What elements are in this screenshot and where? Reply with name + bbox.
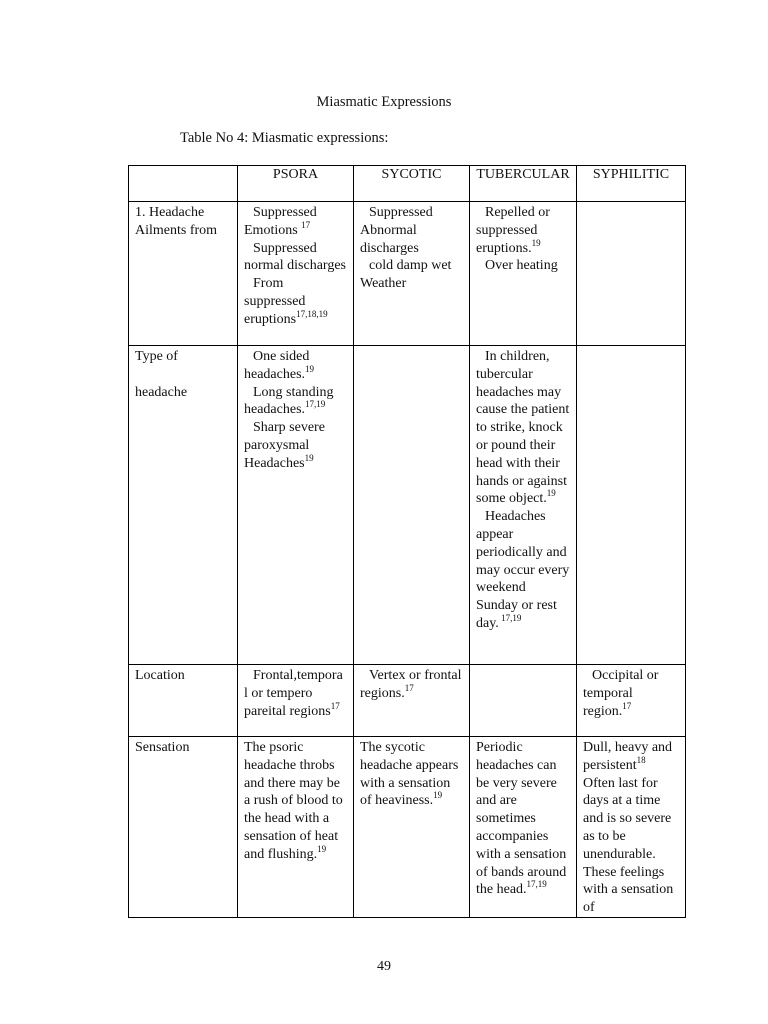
- table-cell: [470, 737, 577, 918]
- cell-text: Occipital or temporal region.: [583, 668, 659, 719]
- table-cell: [470, 665, 577, 737]
- table-cell: [354, 665, 470, 737]
- citation-superscript: 17: [301, 219, 311, 230]
- cell-paragraph: [244, 348, 347, 384]
- cell-paragraph: [244, 739, 347, 864]
- cell-paragraph: [476, 204, 570, 257]
- citation-superscript: 17,19: [305, 399, 326, 410]
- citation-superscript: 17,18,19: [296, 308, 328, 319]
- cell-text: Headaches appear periodically and may occur every weekend Sunday or rest day.: [476, 509, 570, 631]
- citation-superscript: 17,19: [526, 879, 547, 890]
- citation-superscript: 18: [636, 754, 646, 765]
- cell-paragraph: [360, 739, 463, 810]
- cell-text: Periodic headaches can be very severe and are sometimes accompanies with a sensation of bands around the head.: [476, 740, 567, 898]
- table-cell: [470, 346, 577, 665]
- header-cell-sycotic: SYCOTIC: [354, 166, 470, 202]
- row-label-line: 1. Headache: [135, 205, 205, 220]
- cell-paragraph: [244, 204, 347, 240]
- cell-text: cold damp wet Weather: [360, 258, 452, 292]
- cell-paragraph: [476, 739, 570, 899]
- table-cell: [470, 202, 577, 346]
- citation-superscript: 17,19: [498, 612, 522, 623]
- citation-superscript: 19: [304, 452, 314, 463]
- table-cell: [354, 737, 470, 918]
- header-cell: [129, 166, 238, 202]
- cell-text: The psoric headache throbs and there may be a rush of blood to the head with a sensation of heat and flushing.: [244, 740, 343, 862]
- cell-text: Suppressed normal discharges: [244, 240, 346, 274]
- table-row: [129, 665, 686, 737]
- row-label-line: Ailments from: [135, 222, 218, 238]
- citation-superscript: 19: [305, 363, 315, 374]
- cell-text: Repelled or suppressed eruptions.: [476, 205, 550, 256]
- cell-paragraph: [476, 348, 570, 508]
- row-label-line: headache: [135, 384, 188, 400]
- header-cell-psora: PSORA: [238, 166, 354, 202]
- row-label-cell: [129, 665, 238, 737]
- cell-paragraph: [476, 508, 570, 633]
- row-label-line: Type of: [135, 349, 178, 364]
- citation-superscript: 19: [317, 843, 327, 854]
- table-cell: [238, 737, 354, 918]
- cell-paragraph: [360, 257, 463, 293]
- citation-superscript: 19: [531, 237, 541, 248]
- cell-text: Dull, heavy and persistent: [583, 740, 673, 773]
- cell-text: Vertex or frontal regions.: [360, 668, 462, 701]
- cell-text: In children, tubercular headaches may cause the patient to strike, knock or pound their head with their hands or against some object.: [476, 349, 570, 507]
- citation-superscript: 19: [546, 488, 556, 499]
- row-label-cell: [129, 202, 238, 346]
- table-header-row: [129, 166, 686, 202]
- table-cell: [238, 346, 354, 665]
- row-label-line: [135, 366, 231, 384]
- table-cell: [238, 665, 354, 737]
- table-cell: [238, 202, 354, 346]
- cell-text: The sycotic headache appears with a sensation of heaviness.: [360, 740, 459, 809]
- citation-superscript: 19: [433, 790, 443, 801]
- miasmatic-table: [128, 165, 686, 918]
- citation-superscript: 17: [404, 682, 414, 693]
- table-cell: [577, 346, 686, 665]
- cell-paragraph: [244, 384, 347, 420]
- cell-text: Over heating: [485, 258, 558, 274]
- page-number: 49: [377, 959, 391, 974]
- cell-text: Long standing headaches.: [244, 384, 334, 418]
- cell-text: Frontal,tempora l or tempero pareital regions: [244, 668, 343, 719]
- cell-text: One sided headaches.: [244, 349, 310, 382]
- cell-paragraph: [244, 275, 347, 328]
- table-cell: [577, 202, 686, 346]
- cell-text: From suppressed eruptions: [244, 276, 306, 327]
- table-cell: [577, 737, 686, 918]
- table-cell: [577, 665, 686, 737]
- row-label-line: Sensation: [135, 740, 190, 755]
- header-cell-tubercular: TUBERCULAR: [470, 166, 577, 202]
- table-cell: [354, 202, 470, 346]
- cell-text-continued: Often last for days at a time and is so severe as to be unendurable. These feelings with a sensation of: [583, 775, 674, 916]
- citation-superscript: 17: [330, 700, 340, 711]
- cell-paragraph: [244, 240, 347, 276]
- row-label-cell: [129, 346, 238, 665]
- cell-text: Suppressed Abnormal discharges: [360, 205, 433, 256]
- row-label-line: Location: [135, 668, 185, 683]
- cell-paragraph: [583, 739, 679, 917]
- cell-text: Suppressed Emotions: [244, 205, 317, 238]
- header-cell-syphilitic: SYPHILITIC: [577, 166, 686, 202]
- page-title: Miasmatic Expressions: [316, 94, 452, 110]
- cell-paragraph: [360, 667, 463, 703]
- table-row: [129, 202, 686, 346]
- table-row: [129, 737, 686, 918]
- cell-paragraph: [583, 667, 679, 720]
- cell-paragraph: [476, 257, 570, 275]
- citation-superscript: 17: [622, 700, 632, 711]
- row-label-cell: [129, 737, 238, 918]
- table-caption: Table No 4: Miasmatic expressions:: [180, 130, 389, 146]
- cell-text: Sharp severe paroxysmal Headaches: [244, 420, 325, 471]
- cell-paragraph: [244, 419, 347, 472]
- cell-paragraph: [360, 204, 463, 257]
- table-row: [129, 346, 686, 665]
- cell-paragraph: [244, 667, 347, 720]
- table-cell: [354, 346, 470, 665]
